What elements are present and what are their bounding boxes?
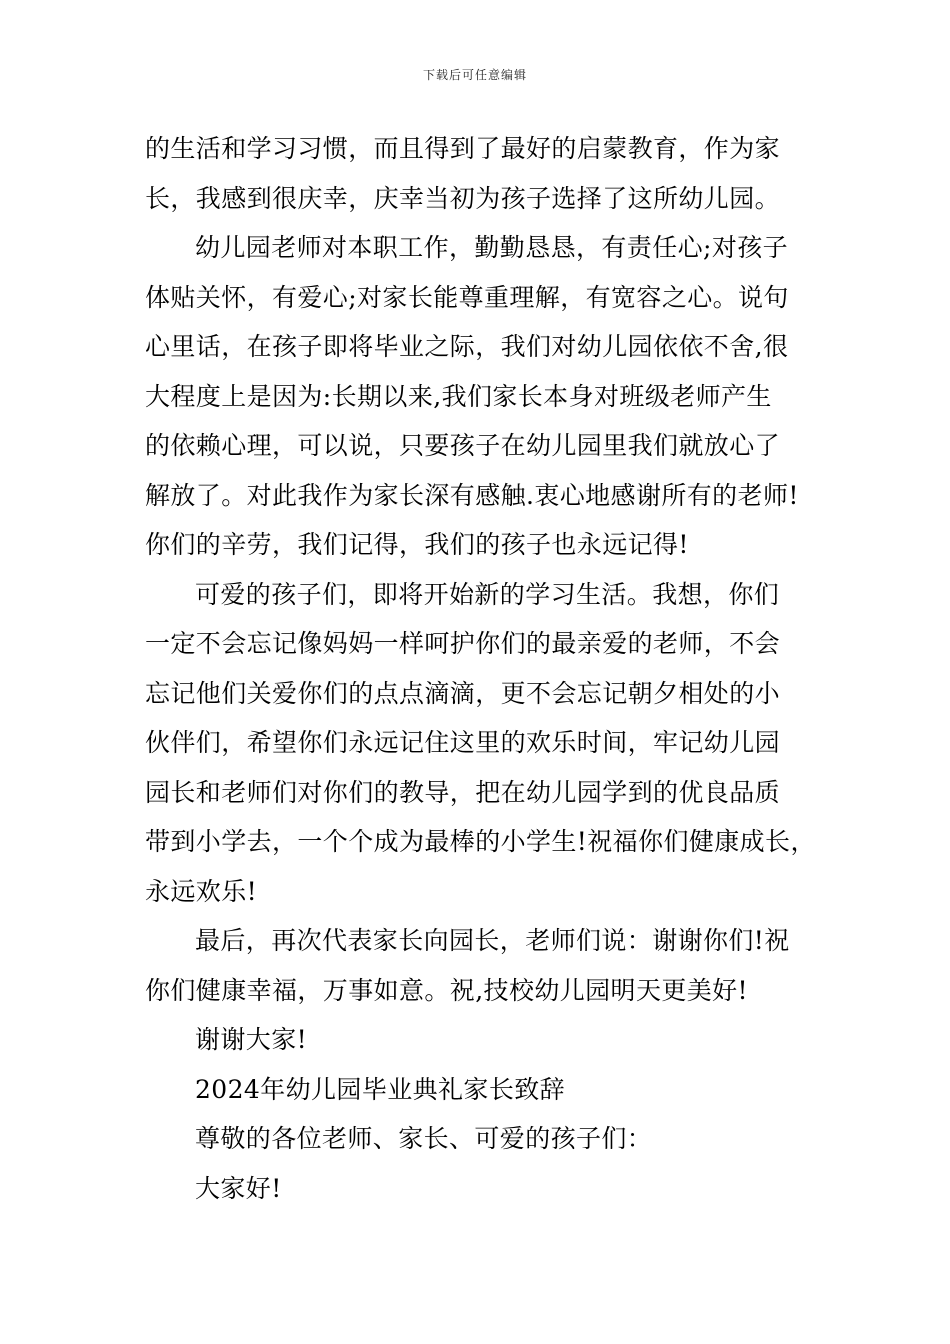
body-line: 尊敬的各位老师、家长、可爱的孩子们： [195, 1124, 653, 1153]
document-body [145, 124, 815, 1213]
body-line: 忘记他们关爱你们的点点滴滴，更不会忘记朝夕相处的小 [145, 678, 781, 708]
body-line: 心里话，在孩子即将毕业之际，我们对幼儿园依依不舍,很 [145, 332, 789, 361]
body-line: 体贴关怀，有爱心;对家长能尊重理解，有宽容之心。说句 [145, 282, 789, 312]
body-line: 最后，再次代表家长向园长，老师们说：谢谢你们!祝 [195, 926, 790, 955]
body-line: 大程度上是因为:长期以来,我们家长本身对班级老师产生 [145, 381, 772, 411]
body-line: 的依赖心理，可以说，只要孩子在幼儿园里我们就放心了 [145, 431, 781, 460]
body-line: 你们的辛劳，我们记得，我们的孩子也永远记得! [145, 530, 689, 559]
body-line: 解放了。对此我作为家长深有感触.衷心地感谢所有的老师! [145, 480, 799, 510]
body-line: 的生活和学习习惯，而且得到了最好的启蒙教育，作为家 [145, 134, 781, 163]
body-line: 永远欢乐! [145, 876, 258, 906]
body-line: 可爱的孩子们，即将开始新的学习生活。我想，你们 [195, 579, 780, 609]
page-header: 下载后可任意编辑 [422, 68, 527, 82]
body-line: 幼儿园老师对本职工作，勤勤恳恳，有责任心;对孩子 [195, 233, 789, 262]
body-line: 一定不会忘记像妈妈一样呵护你们的最亲爱的老师，不会 [145, 629, 781, 658]
body-line: 长，我感到很庆幸，庆幸当初为孩子选择了这所幼儿园。 [145, 183, 781, 213]
body-line: 大家好! [195, 1173, 282, 1203]
body-line: 带到小学去，一个个成为最棒的小学生!祝福你们健康成长， [145, 827, 816, 856]
body-line: 园长和老师们对你们的教导，把在幼儿园学到的优良品质 [145, 777, 781, 807]
body-line: 谢谢大家! [195, 1025, 308, 1054]
body-line: 你们健康幸福，万事如意。祝,技校幼儿园明天更美好! [145, 975, 748, 1005]
body-line: 伙伴们，希望你们永远记住这里的欢乐时间，牢记幼儿园 [145, 728, 781, 757]
body-line: 2024年幼儿园毕业典礼家长致辞 [195, 1074, 566, 1104]
